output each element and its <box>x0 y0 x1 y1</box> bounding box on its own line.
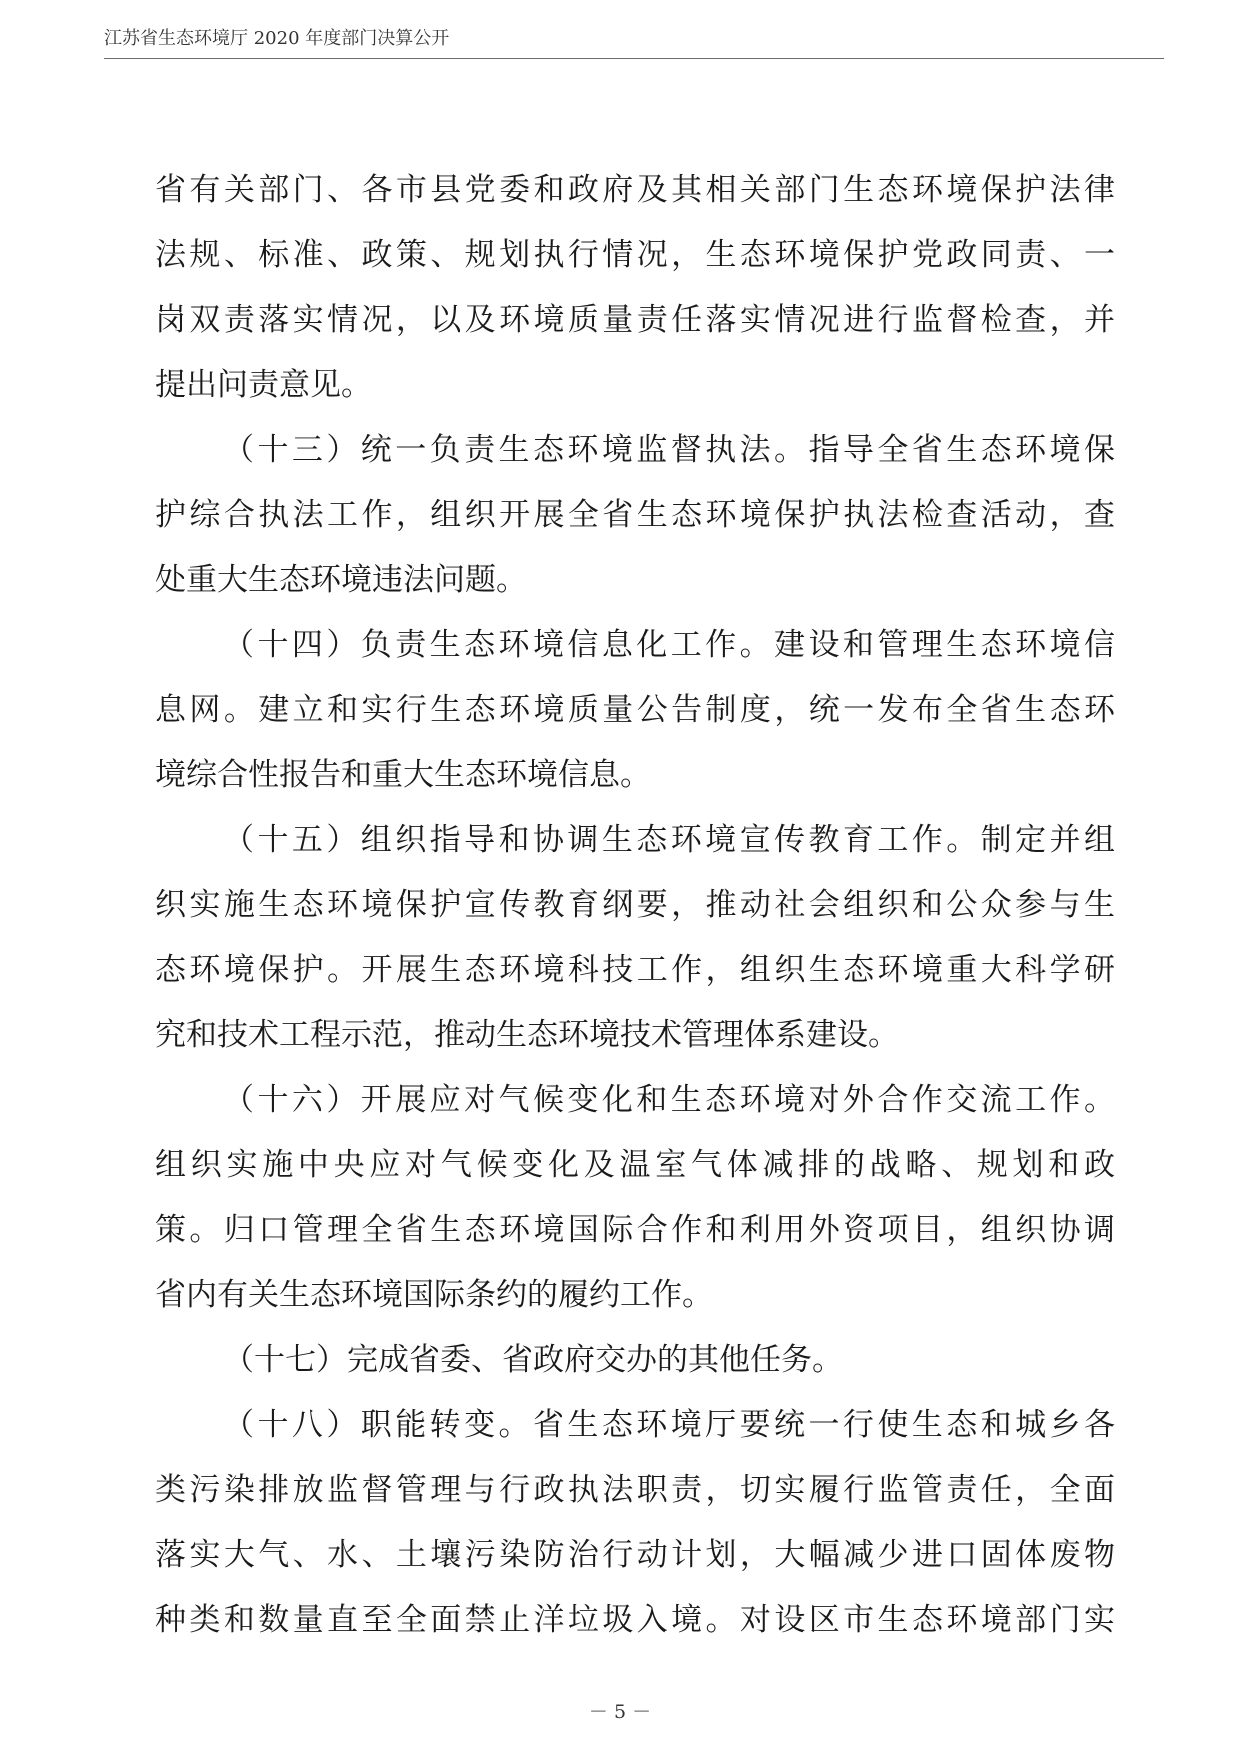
text-line: 织实施生态环境保护宣传教育纲要，推动社会组织和公众参与生 <box>155 887 1115 923</box>
text-line: 处重大生态环境违法问题。 <box>155 562 527 598</box>
text-line: （十七）完成省委、省政府交办的其他任务。 <box>223 1342 843 1378</box>
text-line: 策。归口管理全省生态环境国际合作和利用外资项目，组织协调 <box>155 1212 1115 1248</box>
text-line: 类污染排放监督管理与行政执法职责，切实履行监管责任，全面 <box>155 1472 1115 1508</box>
text-line: 究和技术工程示范，推动生态环境技术管理体系建设。 <box>155 1017 899 1053</box>
text-line: 境综合性报告和重大生态环境信息。 <box>155 757 651 793</box>
text-line: 法规、标准、政策、规划执行情况，生态环境保护党政同责、一 <box>155 237 1115 273</box>
text-line: （十四）负责生态环境信息化工作。建设和管理生态环境信 <box>223 627 1115 663</box>
text-line: 岗双责落实情况，以及环境质量责任落实情况进行监督检查，并 <box>155 302 1115 338</box>
page-number: － 5 － <box>588 1701 652 1723</box>
text-line: 息网。建立和实行生态环境质量公告制度，统一发布全省生态环 <box>155 692 1115 728</box>
text-line: 落实大气、水、土壤污染防治行动计划，大幅减少进口固体废物 <box>155 1537 1115 1573</box>
text-line: 提出问责意见。 <box>155 367 372 403</box>
text-line: （十六）开展应对气候变化和生态环境对外合作交流工作。 <box>223 1082 1115 1118</box>
text-line: 省有关部门、各市县党委和政府及其相关部门生态环境保护法律 <box>155 172 1115 208</box>
body-text <box>155 158 1115 1653</box>
text-line: 态环境保护。开展生态环境科技工作，组织生态环境重大科学研 <box>155 952 1115 988</box>
page-header <box>104 26 1164 59</box>
header-title: 江苏省生态环境厅 2020 年度部门决算公开 <box>104 28 450 49</box>
text-line: （十八）职能转变。省生态环境厅要统一行使生态和城乡各 <box>223 1407 1115 1443</box>
text-line: 组织实施中央应对气候变化及温室气体减排的战略、规划和政 <box>155 1147 1115 1183</box>
text-line: 种类和数量直至全面禁止洋垃圾入境。对设区市生态环境部门实 <box>155 1602 1115 1638</box>
text-line: （十三）统一负责生态环境监督执法。指导全省生态环境保 <box>223 432 1115 468</box>
text-line: 护综合执法工作，组织开展全省生态环境保护执法检查活动，查 <box>155 497 1115 533</box>
text-line: （十五）组织指导和协调生态环境宣传教育工作。制定并组 <box>223 822 1115 858</box>
text-line: 省内有关生态环境国际条约的履约工作。 <box>155 1277 713 1313</box>
